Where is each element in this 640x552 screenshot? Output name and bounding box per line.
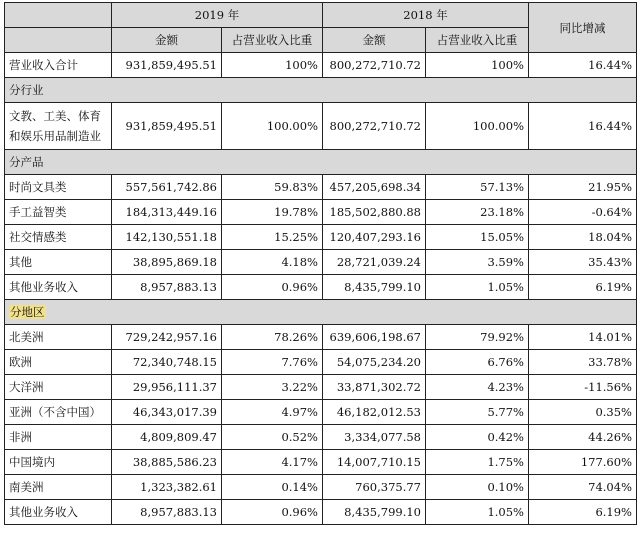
amount-2018: 760,375.77 (323, 475, 426, 500)
yoy-change: 16.44% (529, 103, 637, 150)
ratio-2019: 19.78% (222, 200, 323, 225)
row-label: 营业收入合计 (5, 53, 112, 78)
section-header-row (5, 150, 637, 175)
row-label: 大洋洲 (5, 375, 112, 400)
table-row (5, 500, 637, 525)
yoy-change: 21.95% (529, 175, 637, 200)
header-amount-2019: 金额 (112, 28, 222, 53)
header-ratio-2019: 占营业收入比重 (222, 28, 323, 53)
table-row (5, 275, 637, 300)
amount-2018: 185,502,880.88 (323, 200, 426, 225)
row-label: 中国境内 (5, 450, 112, 475)
ratio-2019: 0.52% (222, 425, 323, 450)
yoy-change: 177.60% (529, 450, 637, 475)
table-row (5, 250, 637, 275)
row-label: 手工益智类 (5, 200, 112, 225)
header-2018: 2018 年 (323, 3, 529, 28)
amount-2019: 46,343,017.39 (112, 400, 222, 425)
ratio-2018: 1.05% (426, 275, 529, 300)
ratio-2018: 5.77% (426, 400, 529, 425)
header-row-years (5, 3, 637, 28)
amount-2019: 4,809,809.47 (112, 425, 222, 450)
yoy-change: 44.26% (529, 425, 637, 450)
amount-2019: 1,323,382.61 (112, 475, 222, 500)
amount-2019: 729,242,957.16 (112, 325, 222, 350)
amount-2018: 8,435,799.10 (323, 275, 426, 300)
table-row (5, 200, 637, 225)
row-label: 北美洲 (5, 325, 112, 350)
header-blank (5, 3, 112, 28)
ratio-2019: 100% (222, 53, 323, 78)
amount-2019: 72,340,748.15 (112, 350, 222, 375)
amount-2018: 457,205,698.34 (323, 175, 426, 200)
ratio-2019: 0.96% (222, 500, 323, 525)
yoy-change: -11.56% (529, 375, 637, 400)
ratio-2019: 4.97% (222, 400, 323, 425)
ratio-2019: 0.96% (222, 275, 323, 300)
amount-2018: 8,435,799.10 (323, 500, 426, 525)
amount-2019: 38,895,869.18 (112, 250, 222, 275)
ratio-2019: 3.22% (222, 375, 323, 400)
section-title-cell (5, 78, 637, 103)
yoy-change: 6.19% (529, 500, 637, 525)
amount-2018: 14,007,710.15 (323, 450, 426, 475)
amount-2019: 38,885,586.23 (112, 450, 222, 475)
row-label: 欧洲 (5, 350, 112, 375)
ratio-2019: 4.17% (222, 450, 323, 475)
row-label: 南美洲 (5, 475, 112, 500)
section-title: 分地区 (10, 305, 45, 319)
row-label: 文教、工美、体育和娱乐用品制造业 (5, 103, 112, 150)
table-row (5, 475, 637, 500)
yoy-change: 35.43% (529, 250, 637, 275)
ratio-2019: 100.00% (222, 103, 323, 150)
amount-2018: 800,272,710.72 (323, 103, 426, 150)
section-title-cell (5, 150, 637, 175)
ratio-2019: 78.26% (222, 325, 323, 350)
ratio-2019: 15.25% (222, 225, 323, 250)
amount-2019: 931,859,495.51 (112, 53, 222, 78)
yoy-change: 14.01% (529, 325, 637, 350)
row-label: 其他业务收入 (5, 275, 112, 300)
yoy-change: 0.35% (529, 400, 637, 425)
total-row (5, 53, 637, 78)
section-title: 分产品 (9, 155, 44, 169)
header-2019: 2019 年 (112, 3, 323, 28)
yoy-change: -0.64% (529, 200, 637, 225)
amount-2019: 8,957,883.13 (112, 275, 222, 300)
yoy-change: 33.78% (529, 350, 637, 375)
revenue-table (4, 2, 637, 525)
row-label: 时尚文具类 (5, 175, 112, 200)
row-label: 其他 (5, 250, 112, 275)
yoy-change: 74.04% (529, 475, 637, 500)
section-header-row (5, 300, 637, 325)
table-row (5, 400, 637, 425)
ratio-2019: 4.18% (222, 250, 323, 275)
amount-2018: 54,075,234.20 (323, 350, 426, 375)
table-row (5, 450, 637, 475)
amount-2018: 46,182,012.53 (323, 400, 426, 425)
header-amount-2018: 金额 (323, 28, 426, 53)
table-row (5, 350, 637, 375)
amount-2018: 28,721,039.24 (323, 250, 426, 275)
row-label: 亚洲（不含中国） (5, 400, 112, 425)
ratio-2019: 7.76% (222, 350, 323, 375)
yoy-change: 18.04% (529, 225, 637, 250)
header-blank (5, 28, 112, 53)
row-label: 其他业务收入 (5, 500, 112, 525)
ratio-2018: 4.23% (426, 375, 529, 400)
amount-2018: 800,272,710.72 (323, 53, 426, 78)
ratio-2018: 0.10% (426, 475, 529, 500)
ratio-2019: 59.83% (222, 175, 323, 200)
amount-2019: 29,956,111.37 (112, 375, 222, 400)
section-title: 分行业 (9, 83, 44, 97)
amount-2018: 120,407,293.16 (323, 225, 426, 250)
ratio-2018: 79.92% (426, 325, 529, 350)
amount-2019: 931,859,495.51 (112, 103, 222, 150)
table-row (5, 375, 637, 400)
ratio-2018: 0.42% (426, 425, 529, 450)
row-label: 社交情感类 (5, 225, 112, 250)
section-header-row (5, 78, 637, 103)
ratio-2018: 6.76% (426, 350, 529, 375)
table-row (5, 325, 637, 350)
ratio-2018: 15.05% (426, 225, 529, 250)
amount-2019: 557,561,742.86 (112, 175, 222, 200)
amount-2019: 8,957,883.13 (112, 500, 222, 525)
amount-2019: 184,313,449.16 (112, 200, 222, 225)
ratio-2019: 0.14% (222, 475, 323, 500)
row-label: 非洲 (5, 425, 112, 450)
yoy-change: 16.44% (529, 53, 637, 78)
header-ratio-2018: 占营业收入比重 (426, 28, 529, 53)
table-row (5, 103, 637, 150)
amount-2018: 3,334,077.58 (323, 425, 426, 450)
ratio-2018: 3.59% (426, 250, 529, 275)
amount-2018: 33,871,302.72 (323, 375, 426, 400)
ratio-2018: 23.18% (426, 200, 529, 225)
section-title-cell (5, 300, 637, 325)
ratio-2018: 1.05% (426, 500, 529, 525)
ratio-2018: 100% (426, 53, 529, 78)
header-yoy: 同比增减 (529, 3, 637, 53)
table-row (5, 425, 637, 450)
amount-2019: 142,130,551.18 (112, 225, 222, 250)
ratio-2018: 100.00% (426, 103, 529, 150)
table-row (5, 225, 637, 250)
table-row (5, 175, 637, 200)
amount-2018: 639,606,198.67 (323, 325, 426, 350)
ratio-2018: 57.13% (426, 175, 529, 200)
yoy-change: 6.19% (529, 275, 637, 300)
ratio-2018: 1.75% (426, 450, 529, 475)
